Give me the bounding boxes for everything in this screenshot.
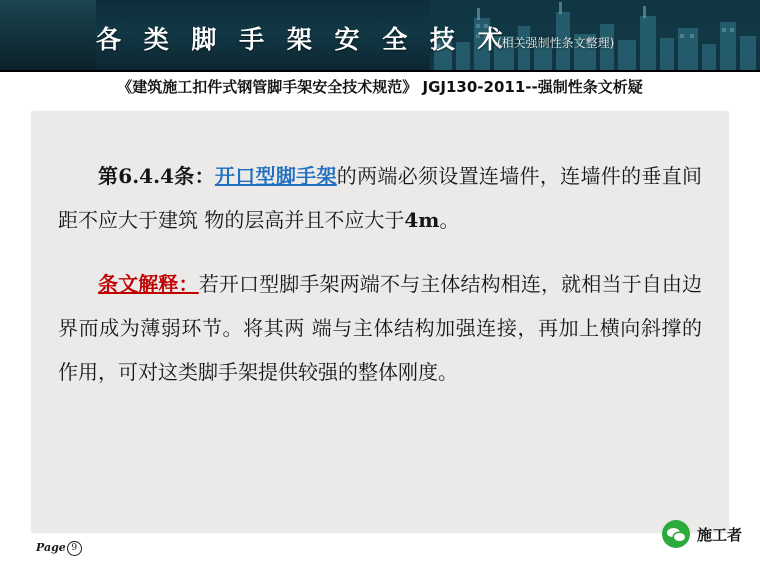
banner-subtitle: (相关强制性条文整理)	[497, 36, 615, 50]
clause-value: 4m	[404, 208, 440, 232]
page-label-text: Page	[36, 541, 66, 554]
banner-title: 各 类 脚 手 架 安 全 技 术	[96, 25, 510, 54]
content-panel	[32, 112, 728, 532]
wechat-badge	[662, 520, 742, 548]
page-number: 9	[67, 541, 82, 556]
clause-highlight: 开口型脚手架	[214, 164, 337, 188]
wechat-account-name: 施工者	[696, 525, 742, 544]
explanation-label: 条文解释：	[98, 272, 199, 296]
content-panel-inner	[32, 112, 728, 394]
wechat-icon	[662, 520, 690, 548]
page-indicator	[36, 541, 82, 556]
explanation-paragraph	[58, 262, 702, 394]
header-banner	[0, 0, 760, 72]
clause-rest: 的两端必须设置连墙件，连墙件的垂直间距不应大于建筑 物的层高并且不应大于	[58, 164, 702, 232]
clause-prefix: 第6.4.4条：	[98, 164, 215, 188]
clause-end: 。	[439, 208, 460, 232]
explanation-text: 若开口型脚手架两端不与主体结构相连，就相当于自由边界而成为薄弱环节。将其两 端与主体结构加强连接，再加上横向斜撑的作用，可对这类脚手架提供较强的整体刚度。	[58, 272, 703, 384]
clause-paragraph	[58, 154, 702, 242]
banner-divider	[0, 70, 760, 72]
banner-left-block	[0, 0, 96, 72]
document-subtitle: 《建筑施工扣件式钢管脚手架安全技术规范》 JGJ130-2011--强制性条文析疑	[117, 78, 643, 96]
